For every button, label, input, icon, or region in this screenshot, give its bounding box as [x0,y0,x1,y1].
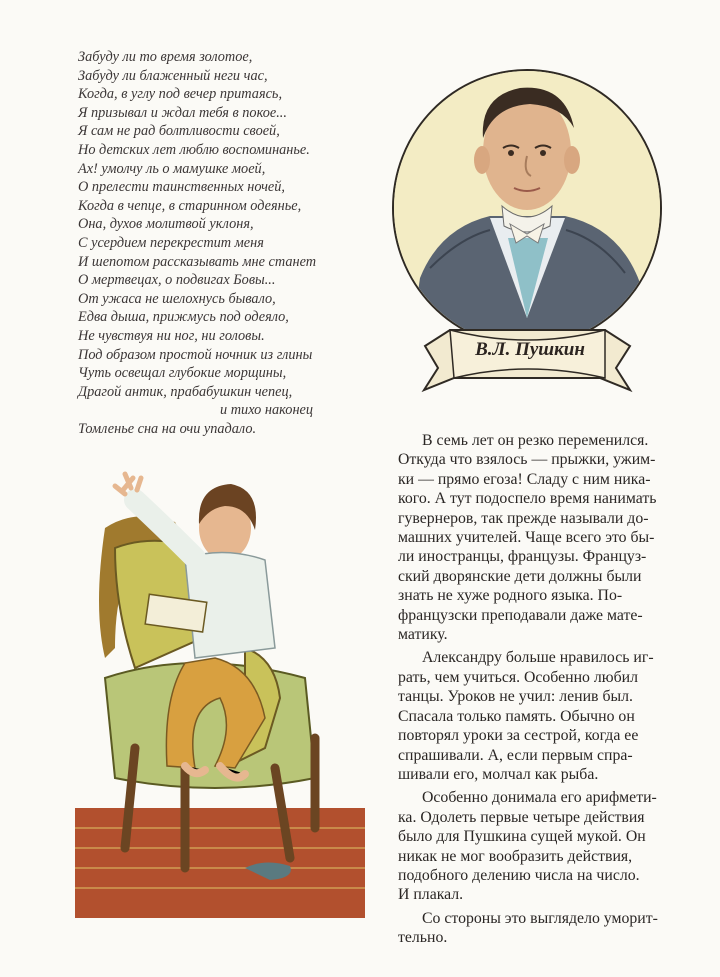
text-line: никак не мог вообразить действия, [398,847,633,865]
text-line: ка. Одолеть первые четыре действия [398,808,645,826]
poem-line: Когда в чепце, в старинном одеянье, [78,197,302,214]
poem-line: Она, духов молитвой уклоня, [78,216,254,233]
poem-line: И шепотом рассказывать мне станет [78,253,317,270]
text-line: спрашивали. А, если первым спра- [398,746,633,764]
poem-line: О мертвецах, о подвигах Бовы... [78,272,276,289]
poem-line: Драгой антик, прабабушкин чепец, [78,383,293,400]
text-line: ли иностранцы, французы. Француз- [398,548,647,566]
paragraph [374,431,700,644]
poem-line: Ах! умолчу ль о мамушке моей, [78,160,266,177]
text-line: кого. А тут подоспело время нанимать [398,490,657,508]
poem-line: Я сам не рад болтливости своей, [78,123,280,140]
portrait-caption: В.Л. Пушкин [475,339,585,360]
text-line: рать, чем учиться. Особенно любил [398,668,638,686]
text-line: Александру больше нравилось иг- [422,649,654,667]
text-line: ки — прямо егоза! Сладу с ним ника- [398,470,651,488]
text-line: было для Пушкина сущей мукой. Он [398,828,646,846]
poem-line: Не чувствуя ни ног, ни головы. [78,327,265,344]
poem-line: О прелести таинственных ночей, [78,179,285,196]
poem-line: Я призывал и ждал тебя в покое... [78,104,287,121]
text-line: подобного делению числа на число. [398,866,640,884]
text-line: машних учителей. Чаще всего это бы- [398,529,655,547]
text-line: шивали его, молчал как рыба. [398,765,599,783]
text-line: В семь лет он резко переменился. [422,432,649,449]
text-line: повторял уроки за сестрой, когда ее [398,727,639,745]
text-line: Со стороны это выглядело уморит- [422,909,658,927]
text-line: танцы. Уроков не учил: ленив был. [398,688,633,706]
paragraph [374,648,700,784]
text-line: гувернеров, так прежде называли до- [398,509,649,527]
text-line: тельно. [398,929,448,947]
biography-text [374,431,700,952]
text-line: французски преподавали даже мате- [398,606,643,624]
text-line: матику. [398,626,448,644]
boy-on-chair-illustration [75,448,365,918]
text-line: И плакал. [398,886,464,904]
text-line: ский дворянские дети должны были [398,567,642,585]
text-line: Особенно донимала его арифмети- [422,789,657,807]
poem-line: Едва дыша, прижмусь под одеяло, [78,309,289,326]
text-line: Откуда что взялось — прыжки, ужим- [398,451,656,469]
poem-excerpt [78,48,378,438]
poem-line: и тихо наконец [220,402,314,419]
text-line: Спасала только память. Обычно он [398,707,635,725]
poem-line: С усердием перекрестит меня [78,234,264,251]
poem-line: Под образом простой ночник из глины [78,346,313,363]
poem-line: Чуть освещал глубокие морщины, [78,365,287,382]
poem-line: Когда, в углу под вечер притаясь, [78,86,283,103]
paragraph [374,909,700,948]
poem-line: Томленье сна на очи упадало. [78,420,257,437]
text-line: знать не хуже родного языка. По- [398,587,623,605]
paragraph [374,788,700,904]
poem-line: Но детских лет люблю воспоминанье. [78,141,310,158]
poem-line: Забуду ли то время золотое, [78,49,253,65]
poem-line: Забуду ли блаженный неги час, [78,67,268,84]
poem-line: От ужаса не шелохнусь бывало, [78,290,276,307]
